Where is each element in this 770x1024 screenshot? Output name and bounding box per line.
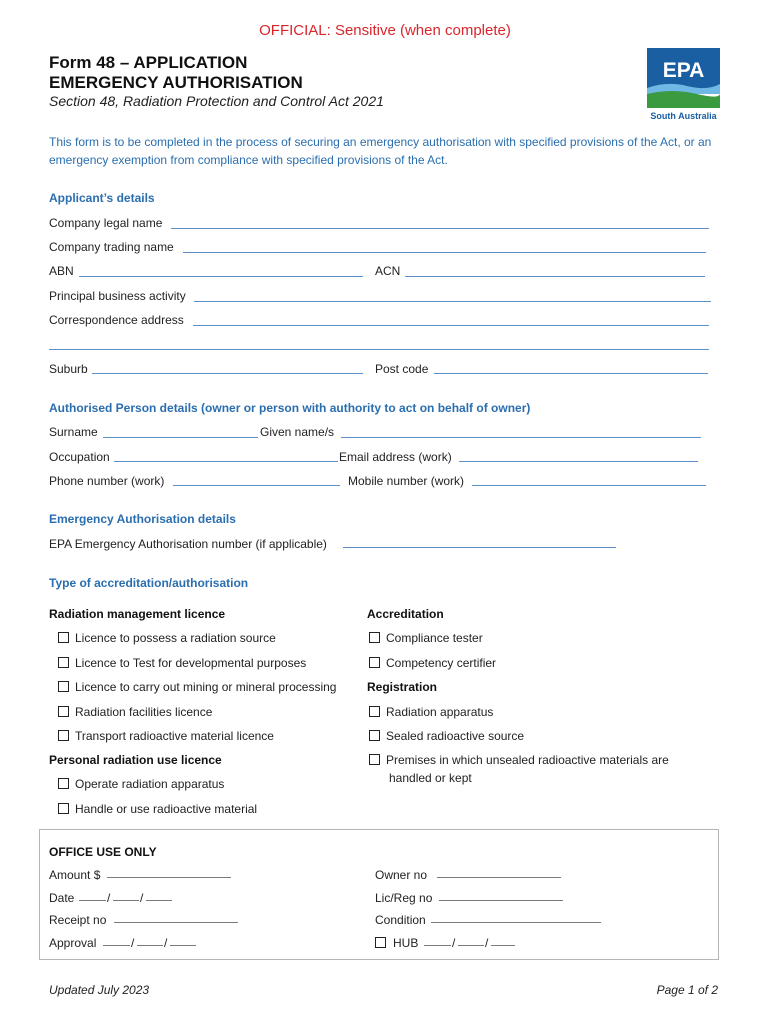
checkbox-transport-licence[interactable] (58, 730, 69, 741)
approval-day-field[interactable] (103, 945, 130, 946)
footer-page-number: Page 1 of 2 (656, 983, 718, 997)
checkbox-handle-material[interactable] (58, 803, 69, 814)
hub-slash-1: / (452, 936, 456, 950)
checkbox-compliance-tester-label: Compliance tester (386, 631, 483, 645)
receipt-label: Receipt no (49, 913, 107, 927)
condition-label: Condition (375, 913, 426, 927)
approval-slash-1: / (131, 936, 135, 950)
epa-logo-graphic (647, 48, 720, 122)
approval-slash-2: / (164, 936, 168, 950)
date-year-field[interactable] (146, 900, 172, 901)
acn-field[interactable] (405, 276, 705, 277)
authorised-person-heading: Authorised Person details (owner or person with authority to act on behalf of owner) (49, 401, 531, 415)
emergency-number-field[interactable] (343, 547, 616, 548)
hub-year-field[interactable] (491, 945, 515, 946)
mobile-label: Mobile number (work) (348, 474, 465, 488)
given-names-field[interactable] (341, 437, 701, 438)
acn-label: ACN (375, 264, 401, 278)
checkbox-sealed-source-label: Sealed radioactive source (386, 729, 525, 743)
abn-label: ABN (49, 264, 74, 278)
email-label: Email address (work) (339, 450, 452, 464)
correspondence-address-label: Correspondence address (49, 313, 184, 327)
licreg-field[interactable] (439, 900, 563, 901)
classification-banner: OFFICIAL: Sensitive (when complete) (259, 22, 511, 39)
logo-region-text: South Australia (650, 111, 717, 121)
emergency-number-label: EPA Emergency Authorisation number (if applicable) (49, 537, 327, 551)
suburb-field[interactable] (92, 373, 363, 374)
logo-epa-text: EPA (662, 59, 705, 82)
checkbox-possess-source-label: Licence to possess a radiation source (75, 631, 276, 645)
given-names-label: Given name/s (260, 425, 335, 439)
checkbox-hub[interactable] (375, 937, 386, 948)
amount-field[interactable] (107, 877, 231, 878)
post-code-label: Post code (375, 362, 429, 376)
principal-activity-label: Principal business activity (49, 289, 186, 303)
checkbox-mining-processing-label: Licence to carry out mining or mineral processing (75, 680, 337, 694)
mobile-field[interactable] (472, 485, 706, 486)
surname-label: Surname (49, 425, 98, 439)
checkbox-premises-unsealed-label: Premises in which unsealed radioactive materials are (386, 753, 669, 767)
checkbox-facilities-licence[interactable] (58, 706, 69, 717)
checkbox-competency-certifier-label: Competency certifier (386, 656, 497, 670)
date-label: Date (49, 891, 75, 905)
checkbox-competency-certifier[interactable] (369, 657, 380, 668)
applicant-heading: Applicant’s details (49, 191, 155, 205)
checkbox-sealed-source[interactable] (369, 730, 380, 741)
checkbox-handle-material-label: Handle or use radioactive material (75, 802, 258, 816)
date-slash-1: / (107, 891, 111, 905)
checkbox-operate-apparatus[interactable] (58, 778, 69, 789)
office-use-heading: OFFICE USE ONLY (49, 845, 157, 859)
amount-label: Amount $ (49, 868, 101, 882)
abn-field[interactable] (79, 276, 363, 277)
checkbox-compliance-tester[interactable] (369, 632, 380, 643)
company-trading-name-label: Company trading name (49, 240, 174, 254)
accreditation-heading: Accreditation (367, 607, 444, 621)
occupation-label: Occupation (49, 450, 110, 464)
company-trading-name-field[interactable] (183, 252, 706, 253)
checkbox-transport-licence-label: Transport radioactive material licence (75, 729, 274, 743)
owner-field[interactable] (437, 877, 561, 878)
email-field[interactable] (459, 461, 698, 462)
checkbox-test-developmental[interactable] (58, 657, 69, 668)
principal-activity-field[interactable] (194, 301, 711, 302)
rml-heading: Radiation management licence (49, 607, 226, 621)
surname-field[interactable] (103, 437, 258, 438)
checkbox-operate-apparatus-label: Operate radiation apparatus (75, 777, 225, 791)
checkbox-possess-source[interactable] (58, 632, 69, 643)
form-title (49, 53, 303, 93)
hub-label: HUB (393, 936, 419, 950)
hub-day-field[interactable] (424, 945, 451, 946)
form-title-line2: EMERGENCY AUTHORISATION (49, 73, 303, 92)
hub-slash-2: / (485, 936, 489, 950)
checkbox-premises-unsealed-label-line2: handled or kept (389, 771, 472, 785)
approval-month-field[interactable] (137, 945, 163, 946)
date-month-field[interactable] (113, 900, 139, 901)
suburb-label: Suburb (49, 362, 88, 376)
epa-logo (647, 48, 720, 122)
post-code-field[interactable] (434, 373, 708, 374)
prul-heading: Personal radiation use licence (49, 753, 222, 767)
phone-label: Phone number (work) (49, 474, 165, 488)
form-subtitle: Section 48, Radiation Protection and Control Act 2021 (49, 93, 384, 109)
company-legal-name-field[interactable] (171, 228, 709, 229)
footer-updated: Updated July 2023 (49, 983, 150, 997)
date-slash-2: / (140, 891, 144, 905)
phone-field[interactable] (173, 485, 340, 486)
licreg-label: Lic/Reg no (375, 891, 433, 905)
occupation-field[interactable] (114, 461, 338, 462)
date-day-field[interactable] (79, 900, 106, 901)
checkbox-facilities-licence-label: Radiation facilities licence (75, 705, 213, 719)
checkbox-test-developmental-label: Licence to Test for developmental purposes (75, 656, 307, 670)
correspondence-address-field-line2[interactable] (49, 349, 709, 350)
checkbox-radiation-apparatus[interactable] (369, 706, 380, 717)
intro-text: This form is to be completed in the process of securing an emergency authorisation with specified provisions of the Act, or an emergency exemption from compliance with specified provisions of the Act. (49, 135, 712, 167)
checkbox-premises-unsealed[interactable] (369, 754, 380, 765)
owner-label: Owner no (375, 868, 428, 882)
checkbox-mining-processing[interactable] (58, 681, 69, 692)
registration-heading: Registration (367, 680, 438, 694)
approval-year-field[interactable] (170, 945, 196, 946)
emergency-heading: Emergency Authorisation details (49, 512, 236, 526)
company-legal-name-label: Company legal name (49, 216, 163, 230)
condition-field[interactable] (431, 922, 601, 923)
hub-month-field[interactable] (458, 945, 484, 946)
approval-label: Approval (49, 936, 97, 950)
form-title-line1: Form 48 – APPLICATION (49, 53, 248, 72)
receipt-field[interactable] (114, 922, 238, 923)
type-heading: Type of accreditation/authorisation (49, 576, 249, 590)
correspondence-address-field[interactable] (193, 325, 709, 326)
checkbox-radiation-apparatus-label: Radiation apparatus (386, 705, 494, 719)
